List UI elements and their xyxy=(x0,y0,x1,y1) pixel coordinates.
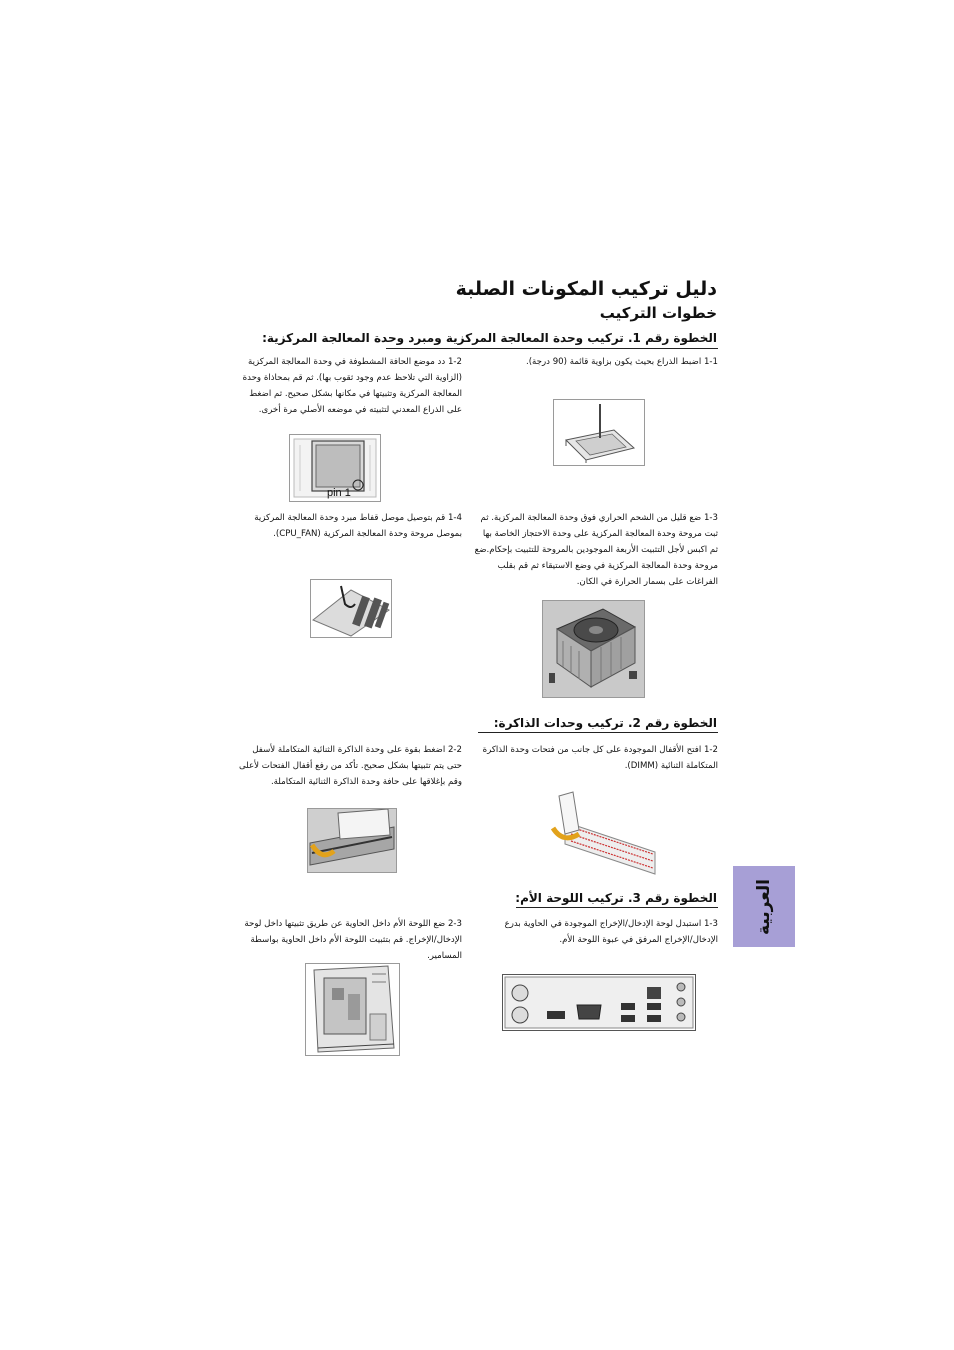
language-side-tab xyxy=(733,866,795,947)
language-side-tab-label: العربية xyxy=(754,878,774,935)
step1-para-4-1: 1-4 قم بتوصيل موصل قفاط مبرد وحدة المعالجة المركزية بموصل مروحة وحدة المعالجة المركزية (CPU_FAN). xyxy=(254,513,462,539)
cpu-fan-connector-figure xyxy=(310,579,392,638)
cpu-cooler-figure xyxy=(542,600,645,698)
step1-heading: الخطوة رقم 1. تركيب وحدة المعالجة المركزية ومبرد وحدة المعالجة المركزية: xyxy=(262,331,717,345)
step3-rule xyxy=(516,907,718,908)
dimm-insert-figure xyxy=(307,808,397,873)
step1-rule xyxy=(386,348,718,349)
pin-1-label: pin 1 xyxy=(327,487,351,499)
io-shield-figure xyxy=(502,974,696,1031)
step1-para-3-1: 1-3 ضع قليل من الشحم الحراري فوق وحدة المعالجة المركزية. ثم ثبت مروحة وحدة المعالجة المركزية على وحدة الاحتجاز الخاصة بها ثم اكبس لأجل التثبيت الأربعة الموجودين بالمروحة للتثبيت بإحكام.ضع مروحة وحدة المعالجة المركزية في وضع الاستيقاء ثم قم بقلب الفراغات على بسمار الحرارة في الكان. xyxy=(474,513,718,587)
step2-para-2-2: 2-2 اضغط بقوة على وحدة الذاكرة الثنائية المتكاملة لأسفل حتى يتم تثبيتها بشكل صحيح. تأكد من رفع أقفال الفتحات لأعلى وقم بإغلاقها على حافة وحدة الذاكرة الثنائية المتكاملة. xyxy=(239,745,462,787)
step2-rule xyxy=(478,732,718,733)
step2-heading: الخطوة رقم 2. تركيب وحدات الذاكرة: xyxy=(493,716,717,730)
step3-para-1-3: 1-3 استبدل لوحة الإدخال/الإخراج الموجودة في الحاوية بدرع الإدخال/الإخراج المرفق في عبوة اللوحة الأم. xyxy=(504,919,718,945)
step3-heading: الخطوة رقم 3. تركيب اللوحة الأم: xyxy=(515,891,717,905)
step1-para-2-1: 1-2 دد موضع الحافة المشطوفة في وحدة المعالجة المركزية (الزاوية التي تلاحظ عدم وجود ثقوب بها). ثم قم بمحاذاة وحدة المعالجة المركزية وتثبيتها في مكانها بشكل صحيح. ثم اضغط على الذراع المعدني لتثبيته في موضعه الأصلي مرة أخرى. xyxy=(242,357,462,415)
dimm-slot-open-figure xyxy=(545,782,660,875)
step2-para-1-2: 1-2 افتح الأقفال الموجودة على كل جانب من فتحات وحدة الذاكرة المتكاملة الثنائية (DIMM). xyxy=(482,745,718,771)
step3-para-2-3: 2-3 ضع اللوحة الأم داخل الحاوية عن طريق تثبيتها داخل لوحة الإدخال/الإخراج. قم بتثبيت اللوحة الأم داخل الحاوية بواسطة المسامير. xyxy=(244,919,462,961)
chassis-figure xyxy=(305,963,400,1056)
step1-para-1-1: 1-1 اضبط الذراع بحيث يكون بزاوية قائمة (90 درجة). xyxy=(525,357,718,367)
page-subtitle: خطوات التركيب xyxy=(599,304,717,322)
page-title: دليل تركيب المكونات الصلبة xyxy=(455,278,717,300)
cpu-socket-lever-figure xyxy=(553,399,645,466)
